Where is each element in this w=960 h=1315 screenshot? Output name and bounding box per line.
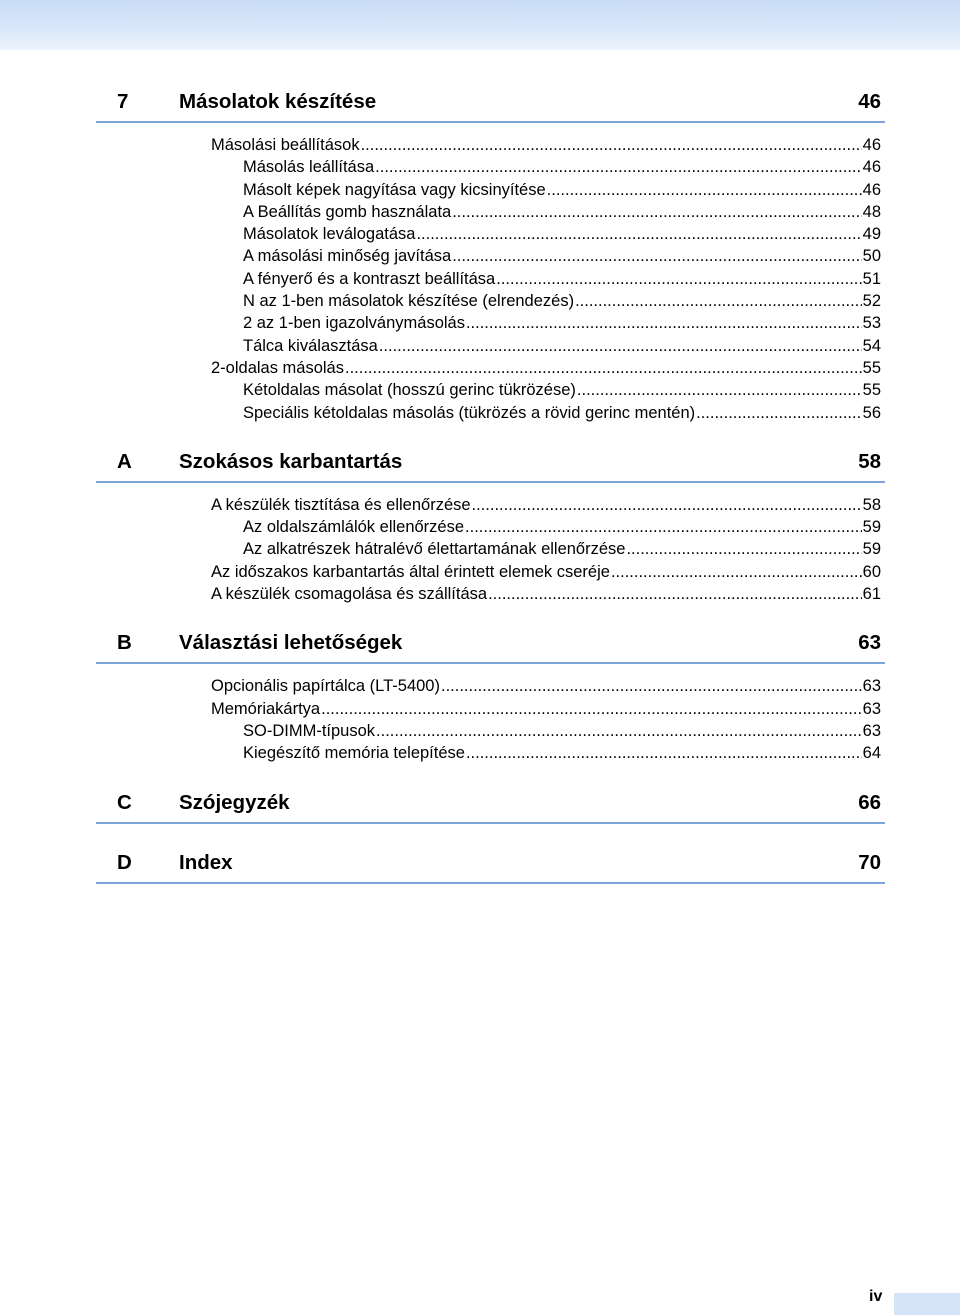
dot-leader: [361, 134, 862, 156]
toc-entry[interactable]: [243, 742, 881, 764]
toc-entry-page: 60: [862, 562, 881, 581]
toc-entry-page: 64: [862, 744, 881, 763]
toc-entry[interactable]: [243, 156, 881, 178]
toc-entry[interactable]: [211, 583, 881, 605]
toc-entry-page: 51: [862, 269, 881, 288]
chapter-title: Index: [179, 850, 233, 874]
dot-leader: [441, 675, 862, 697]
toc-entry-list: [96, 483, 885, 605]
toc-entry[interactable]: [243, 516, 881, 538]
toc-entry-title: 2 az 1-ben igazolványmásolás: [243, 314, 465, 333]
chapter-heading[interactable]: [96, 621, 885, 664]
dot-leader: [321, 698, 862, 720]
toc-entry-page: 63: [862, 721, 881, 740]
dot-leader: [472, 494, 862, 516]
toc-entry[interactable]: [243, 720, 881, 742]
toc-entry-title: Memóriakártya: [211, 699, 321, 718]
toc-entry[interactable]: [243, 312, 881, 334]
dot-leader: [577, 379, 862, 401]
toc-entry-title: Kétoldalas másolat (hosszú gerinc tükrözése): [243, 381, 576, 400]
header-band: [0, 0, 960, 50]
chapter-heading[interactable]: [96, 781, 885, 824]
toc-entry[interactable]: [211, 494, 881, 516]
toc-entry-title: Másolatok leválogatása: [243, 225, 416, 244]
toc-entry[interactable]: [211, 134, 881, 156]
toc-entry-title: Kiegészítő memória telepítése: [243, 744, 465, 763]
toc-entry-title: Másolt képek nagyítása vagy kicsinyítése: [243, 180, 546, 199]
dot-leader: [466, 742, 862, 764]
chapter-page: 70: [858, 850, 881, 874]
toc-entry-page: 55: [862, 381, 881, 400]
footer-band: [894, 1293, 960, 1315]
toc-entry-page: 55: [862, 358, 881, 377]
toc-entry-title: Az alkatrészek hátralévő élettartamának ellenőrzése: [243, 540, 626, 559]
dot-leader: [465, 516, 862, 538]
toc-entry-page: 46: [862, 136, 881, 154]
toc-entry-page: 63: [862, 699, 881, 718]
toc-entry-title: Másolás leállítása: [243, 158, 375, 177]
table-of-contents: [96, 80, 885, 901]
chapter-page: 63: [858, 631, 881, 655]
toc-entry-title: A Beállítás gomb használata: [243, 202, 452, 221]
toc-entry-title: A másolási minőség javítása: [243, 247, 452, 266]
chapter-title: Választási lehetőségek: [179, 631, 403, 655]
toc-entry[interactable]: [243, 245, 881, 267]
chapter-heading[interactable]: [96, 440, 885, 483]
toc-entry-title: A készülék tisztítása és ellenőrzése: [211, 495, 471, 514]
toc-entry-page: 52: [862, 292, 881, 311]
toc-entry-page: 63: [862, 677, 881, 696]
dot-leader: [379, 335, 862, 357]
toc-entry-title: A készülék csomagolása és szállítása: [211, 585, 488, 604]
toc-entry[interactable]: [243, 268, 881, 290]
chapter-page: 46: [858, 90, 881, 113]
chapter-number: 7: [117, 90, 129, 113]
toc-entry-page: 49: [862, 225, 881, 244]
toc-entry[interactable]: [243, 402, 881, 424]
toc-entry[interactable]: [243, 290, 881, 312]
toc-entry-title: Opcionális papírtálca (LT-5400): [211, 677, 440, 696]
toc-entry-title: Az időszakos karbantartás által érintett elemek cseréje: [211, 562, 610, 581]
toc-entry[interactable]: [243, 335, 881, 357]
dot-leader: [416, 223, 861, 245]
dot-leader: [547, 179, 862, 201]
dot-leader: [452, 245, 861, 267]
chapter-heading[interactable]: [96, 841, 885, 884]
toc-entry[interactable]: [211, 357, 881, 379]
toc-entry-page: 46: [862, 180, 881, 199]
chapter-page: 58: [858, 449, 881, 473]
dot-leader: [375, 156, 861, 178]
toc-entry-page: 54: [862, 336, 881, 355]
toc-entry-page: 56: [862, 403, 881, 422]
dot-leader: [466, 312, 862, 334]
chapter-page: 66: [858, 790, 881, 814]
toc-entry-page: 46: [862, 158, 881, 177]
toc-entry-title: A fényerő és a kontraszt beállítása: [243, 269, 496, 288]
chapter-title: Szokásos karbantartás: [179, 449, 403, 473]
dot-leader: [496, 268, 861, 290]
toc-entry-title: SO-DIMM-típusok: [243, 721, 376, 740]
toc-entry[interactable]: [243, 201, 881, 223]
toc-entry-page: 59: [862, 540, 881, 559]
dot-leader: [488, 583, 862, 605]
dot-leader: [575, 290, 862, 312]
toc-entry-page: 59: [862, 518, 881, 537]
toc-entry-page: 58: [862, 495, 881, 514]
toc-entry[interactable]: [243, 538, 881, 560]
toc-entry[interactable]: [211, 698, 881, 720]
chapter-number: A: [117, 449, 132, 473]
toc-entry-title: Az oldalszámlálók ellenőrzése: [243, 518, 465, 537]
toc-entry-title: N az 1-ben másolatok készítése (elrendezés): [243, 292, 575, 311]
dot-leader: [626, 538, 861, 560]
dot-leader: [452, 201, 861, 223]
dot-leader: [696, 402, 862, 424]
dot-leader: [376, 720, 862, 742]
chapter-title: Szójegyzék: [179, 790, 290, 814]
toc-entry-page: 48: [862, 202, 881, 221]
toc-entry-page: 50: [862, 247, 881, 266]
toc-entry-page: 53: [862, 314, 881, 333]
toc-entry-list: [96, 123, 885, 424]
chapter-title: Másolatok készítése: [179, 90, 377, 113]
chapter-number: C: [117, 790, 132, 814]
chapter-heading[interactable]: [96, 80, 885, 123]
toc-entry[interactable]: [211, 561, 881, 583]
chapter-number: B: [117, 631, 132, 655]
toc-entry-list: [96, 664, 885, 764]
dot-leader: [611, 561, 862, 583]
toc-entry[interactable]: [211, 675, 881, 697]
toc-entry[interactable]: [243, 379, 881, 401]
toc-entry-title: Tálca kiválasztása: [243, 336, 378, 355]
chapter-number: D: [117, 850, 132, 874]
dot-leader: [345, 357, 862, 379]
toc-entry-page: 61: [862, 585, 881, 604]
toc-entry-title: Speciális kétoldalas másolás (tükrözés a rövid gerinc mentén): [243, 403, 696, 422]
page-number: iv: [869, 1288, 883, 1305]
toc-entry-title: 2-oldalas másolás: [211, 358, 344, 377]
toc-entry[interactable]: [243, 179, 881, 201]
toc-entry-title: Másolási beállítások: [211, 136, 360, 154]
toc-entry[interactable]: [243, 223, 881, 245]
